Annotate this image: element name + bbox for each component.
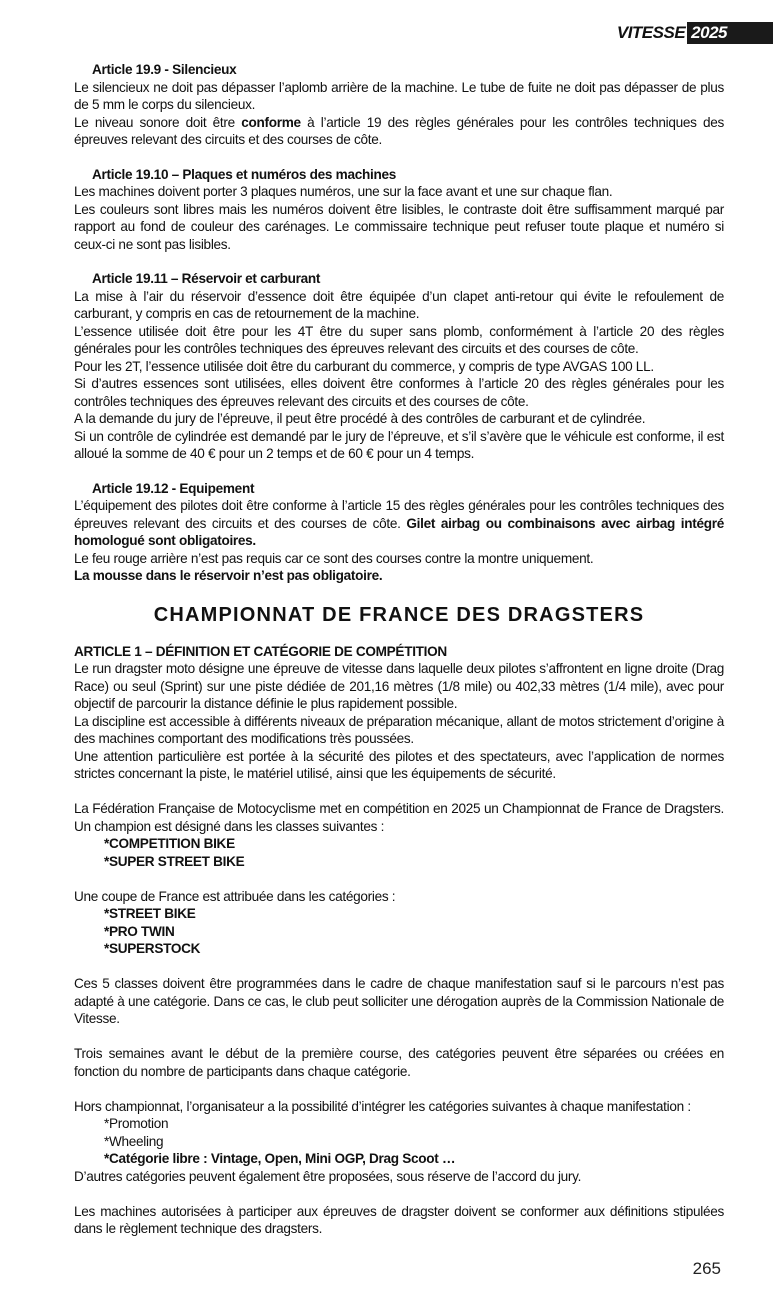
article-19-10-title: Article 19.10 – Plaques et numéros des machines — [92, 166, 396, 182]
article-1-title: ARTICLE 1 – DÉFINITION ET CATÉGORIE DE COMPÉTITION — [74, 643, 447, 659]
paragraph: Pour les 2T, l’essence utilisée doit être du carburant du commerce, y compris de type AVGAS 100 LL. — [74, 358, 654, 374]
paragraph: Les couleurs sont libres mais les numéros doivent être lisibles, le contraste doit être suffisamment marqué par rapport au fond de couleur des carénages. Le commissaire technique peut refuser toute plaque et numéro si ceux-ci ne sont pas lisibles. — [74, 201, 724, 252]
paragraph: Ces 5 classes doivent être programmées dans le cadre de chaque manifestation sauf si le parcours n’est pas adapté à une catégorie. Dans ce cas, le club peut solliciter une dérogation auprès de la Commission Nationale de Vitesse. — [74, 976, 724, 1026]
paragraph: Une coupe de France est attribuée dans les catégories : — [74, 888, 396, 904]
paragraph: L’essence utilisée doit être pour les 4T être du super sans plomb, conformément à l’article 20 des règles générales pour les contrôles techniques des épreuves relevant des circuits et des courses de côte. — [74, 323, 724, 356]
paragraph: D’autres catégories peuvent également être proposées, sous réserve de l’accord du jury. — [74, 1168, 582, 1184]
paragraph: Le feu rouge arrière n’est pas requis car ce sont des courses contre la montre uniquement. — [74, 550, 594, 566]
article-19-11-title: Article 19.11 – Réservoir et carburant — [92, 271, 321, 286]
paragraph: La Fédération Française de Motocyclisme met en compétition en 2025 un Championnat de France de Dragsters. Un champion est désigné dans les classes suivantes : — [74, 801, 724, 834]
championship-title: CHAMPIONNAT DE FRANCE DES DRAGSTERS — [153, 603, 645, 626]
header-year: 2025 — [687, 22, 773, 44]
article-19-12-title: Article 19.12 - Equipement — [92, 480, 255, 496]
paragraph: Si d’autres essences sont utilisées, elles doivent être conformes à l’article 20 des règles générales pour les contrôles techniques des épreuves relevant des circuits et des courses de côte. — [74, 376, 724, 409]
list-item: *SUPERSTOCK — [104, 941, 201, 956]
page-content — [74, 61, 724, 1238]
paragraph: Le niveau sonore doit être conforme à l’article 19 des règles générales pour les contrôles techniques des épreuves relevant des circuits et des courses de côte. — [74, 114, 724, 147]
paragraph: La discipline est accessible à différents niveaux de préparation mécanique, allant de motos strictement d’origine à des machines comportant des modifications très poussées. — [74, 713, 724, 746]
paragraph: Les machines autorisées à participer aux épreuves de dragster doivent se conformer aux définitions stipulées dans le règlement technique des dragsters. — [74, 1203, 724, 1236]
list-item: *SUPER STREET BIKE — [104, 853, 245, 869]
paragraph: Trois semaines avant le début de la première course, des catégories peuvent être séparées ou créées en fonction du nombre de participants dans chaque catégorie. — [74, 1046, 724, 1079]
paragraph: A la demande du jury de l’épreuve, il peut être procédé à des contrôles de carburant et de cylindrée. — [74, 411, 646, 426]
list-item: *Promotion — [104, 1116, 169, 1131]
list-item: *Wheeling — [104, 1133, 164, 1149]
page-number: 265 — [692, 1259, 721, 1278]
paragraph: Le silencieux ne doit pas dépasser l’aplomb arrière de la machine. Le tube de fuite ne doit pas dépasser de plus de 5 mm le corps du silencieux. — [74, 79, 724, 112]
header-title: VITESSE — [616, 23, 686, 42]
paragraph: Les machines doivent porter 3 plaques numéros, une sur la face avant et une sur chaque flan. — [74, 184, 613, 199]
paragraph: La mise à l’air du réservoir d’essence doit être équipée d’un clapet anti-retour qui évite le refoulement de carburant, y compris en cas de retournement de la machine. — [74, 288, 724, 321]
paragraph: Si un contrôle de cylindrée est demandé par le jury de l’épreuve, et s’il s’avère que le véhicule est conforme, il est alloué la somme de 40 € pour un 2 temps et de 60 € pour un 4 temps. — [74, 428, 724, 461]
list-item: *STREET BIKE — [104, 906, 196, 921]
paragraph: Hors championnat, l’organisateur a la possibilité d’intégrer les catégories suivantes à chaque manifestation : — [74, 1098, 691, 1114]
paragraph: L’équipement des pilotes doit être conforme à l’article 15 des règles générales pour les contrôles techniques des épreuves relevant des circuits et des courses de côte. Gilet airbag ou combinaisons avec airbag intégré homologué sont obligatoires. — [74, 498, 724, 548]
paragraph: La mousse dans le réservoir n’est pas obligatoire. — [74, 568, 383, 583]
list-item: *Catégorie libre : Vintage, Open, Mini OGP, Drag Scoot … — [104, 1151, 456, 1166]
paragraph: Le run dragster moto désigne une épreuve de vitesse dans laquelle deux pilotes s’affrontent en ligne droite (Drag Race) ou seul (Sprint) sur une piste dédiée de 201,16 mètres (1/8 mile) ou 402,33 mètres (1/4 mile), avec pour objectif de parcourir la distance définie le plus rapidement possible. — [74, 661, 724, 711]
article-19-9-title: Article 19.9 - Silencieux — [92, 62, 237, 77]
extra-categories-list — [74, 1115, 724, 1168]
cup-categories-list — [74, 905, 724, 958]
list-item: *COMPETITION BIKE — [104, 836, 235, 851]
list-item: *PRO TWIN — [104, 923, 175, 939]
paragraph: Une attention particulière est portée à la sécurité des pilotes et des spectateurs, avec l’application de normes strictes concernant la piste, le matériel utilisé, ainsi que les équipements de sécurité. — [74, 748, 724, 781]
champion-classes-list — [74, 835, 724, 870]
page-header — [617, 22, 773, 44]
